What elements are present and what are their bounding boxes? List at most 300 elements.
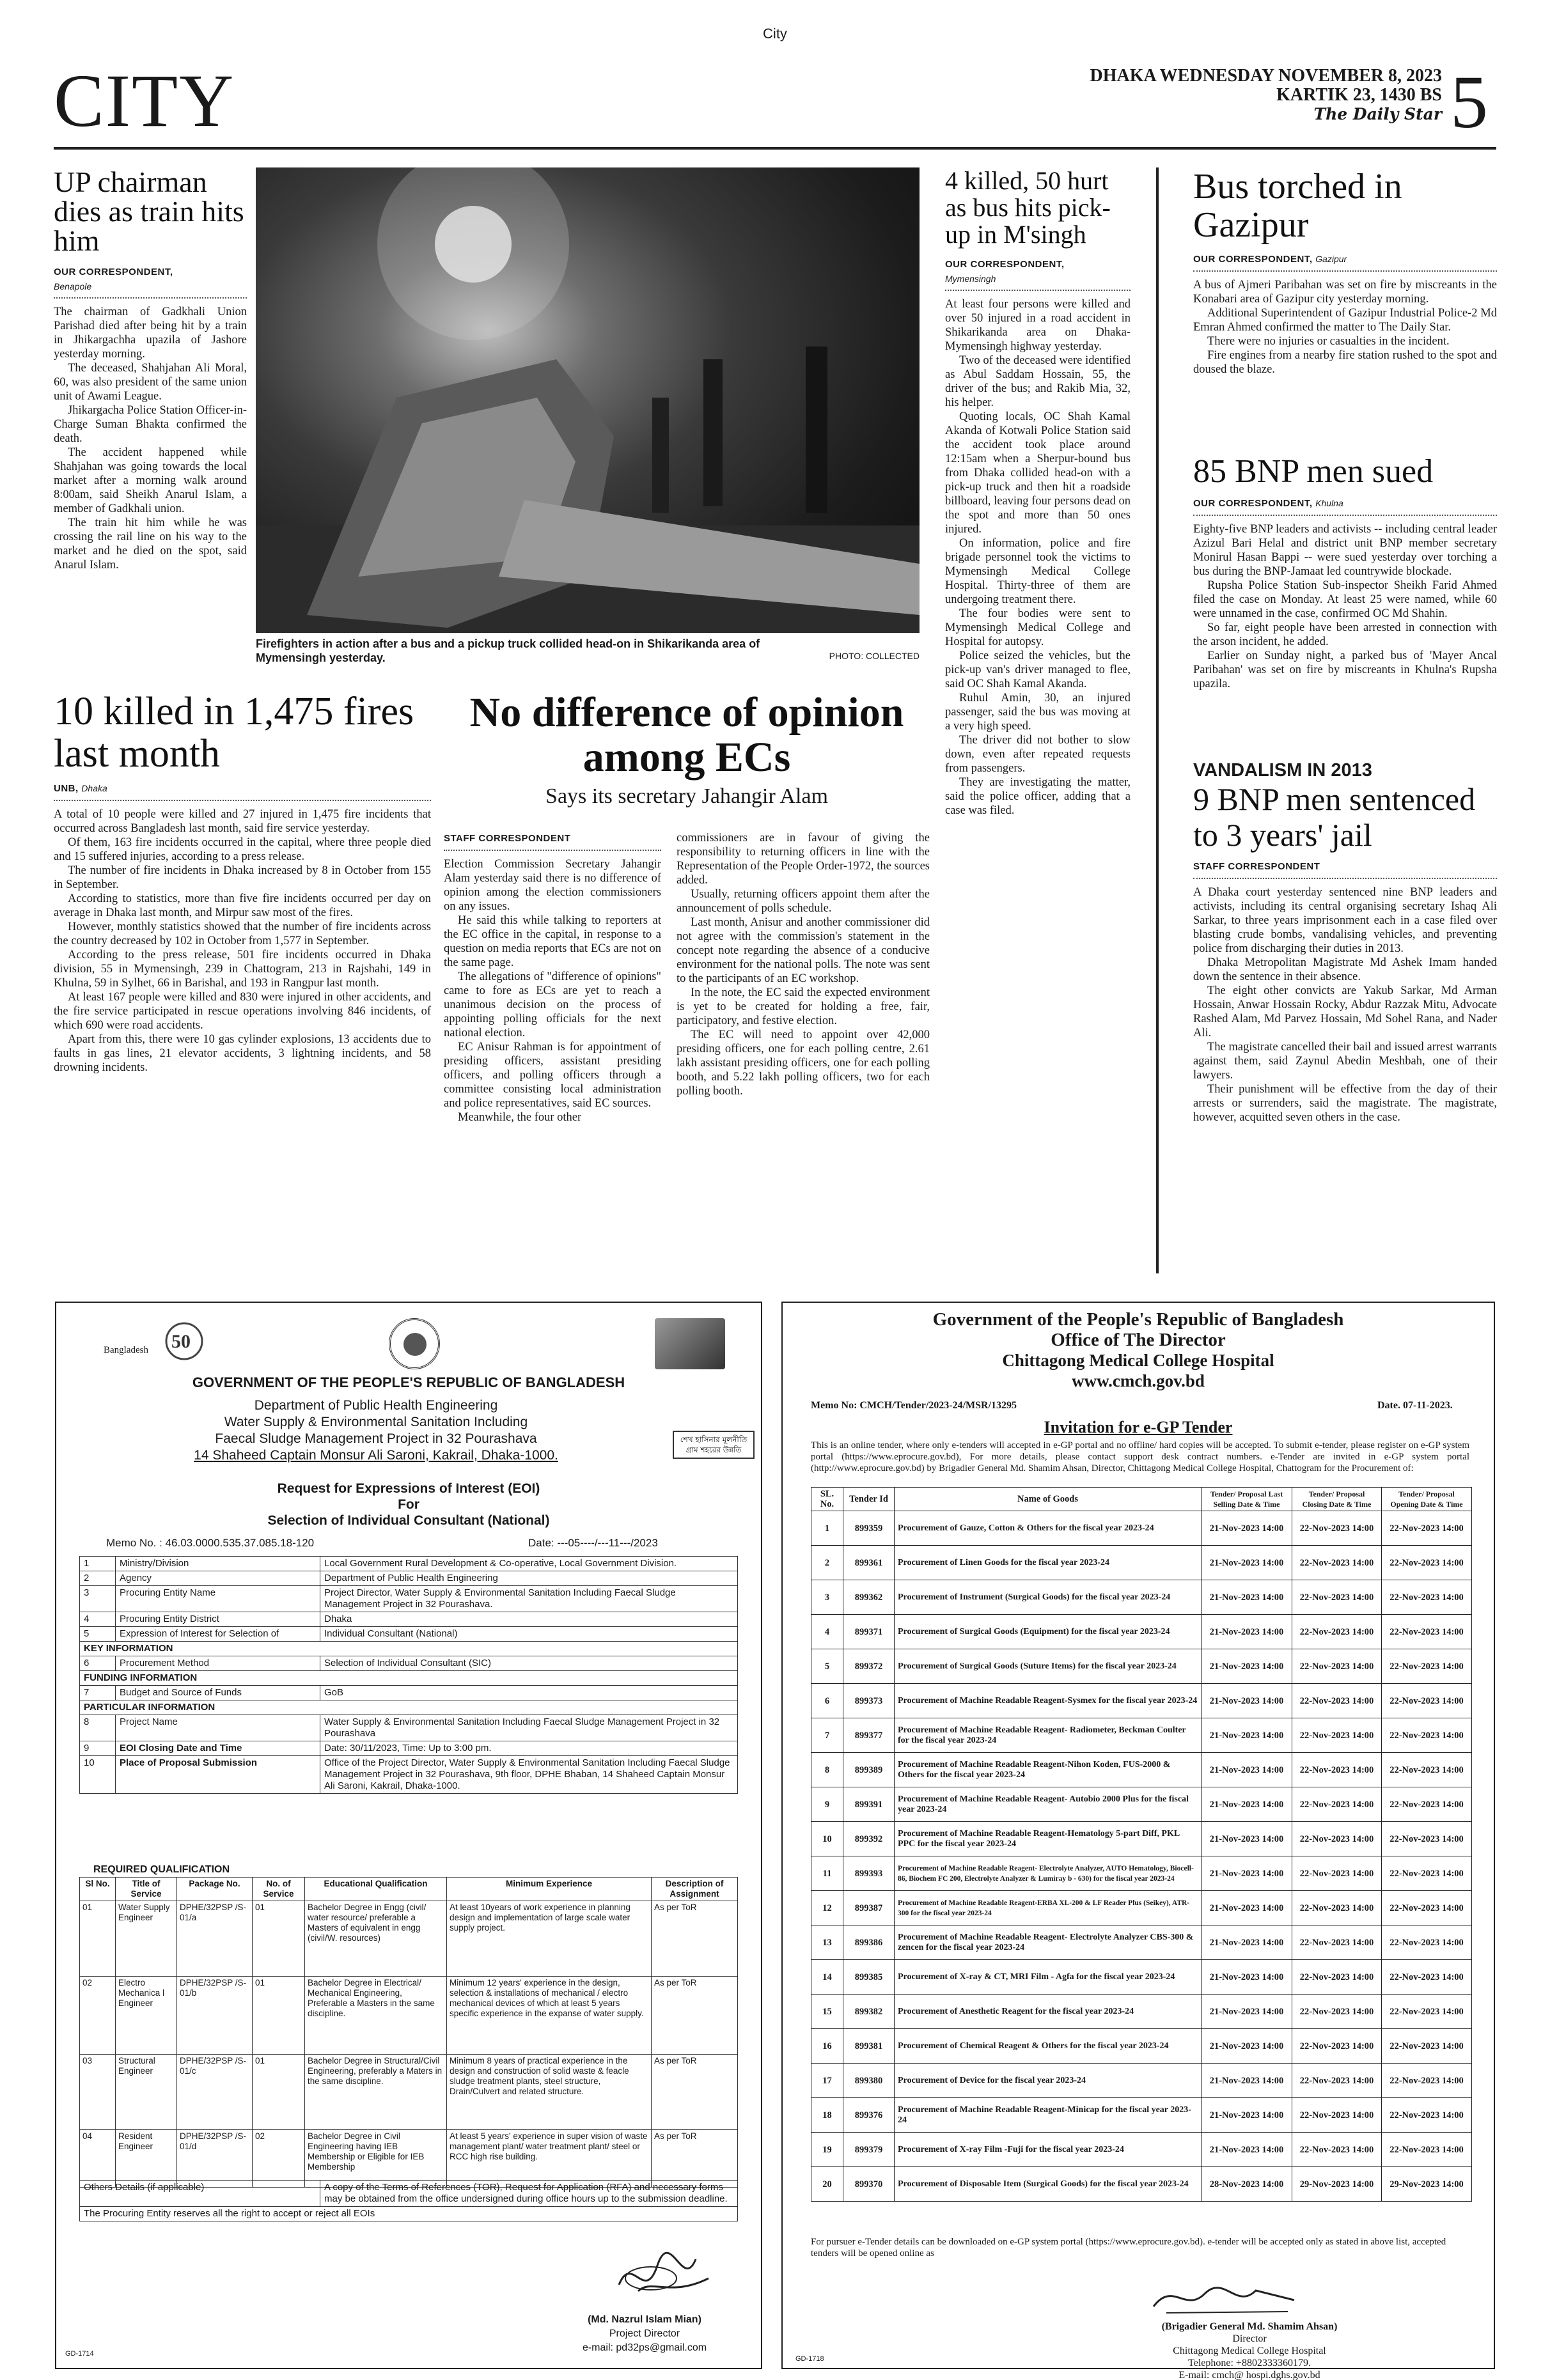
table-cell: 22-Nov-2023 14:00 — [1292, 2064, 1382, 2098]
title-line: Request for Expressions of Interest (EOI) — [277, 1481, 540, 1496]
signer-email: e-mail: pd32ps@gmail.com — [582, 2342, 707, 2353]
table-cell: At least 5 years' experience in super vision of waste management plant/ water treatment plant/ steel or RCC high rise building. — [447, 2130, 652, 2188]
section-row — [80, 1700, 738, 1715]
table-cell: 22-Nov-2023 14:00 — [1292, 1511, 1382, 1546]
slogan-box: শেখ হাসিনার মূলনীতি গ্রাম শহরের উন্নতি — [673, 1431, 755, 1459]
signer-line: E-mail: cmch@ hospi.dghs.gov.bd — [1178, 2370, 1320, 2380]
paragraph: Of them, 163 fire incidents occurred in the capital, where three people died and 15 suffered injuries, according to a press release. — [54, 836, 431, 863]
table-cell: 17 — [811, 2064, 843, 2098]
table-cell: Bachelor Degree in Structural/Civil Engineering, preferably a Maters in the same discipline. — [305, 2055, 447, 2130]
table-cell: 21-Nov-2023 14:00 — [1202, 2098, 1292, 2133]
table-cell: 6 — [811, 1684, 843, 1718]
paragraph: The deceased, Shahjahan Ali Moral, 60, was also president of the same union unit of Awami League. — [54, 362, 247, 403]
table-row — [811, 2064, 1472, 2098]
row-key: Agency — [116, 1571, 320, 1586]
paragraph: Additional Superintendent of Gazipur Industrial Police-2 Md Emran Ahmed confirmed the matter to The Daily Star. — [1193, 307, 1497, 334]
table-cell: As per ToR — [652, 1977, 738, 2055]
story-ec — [444, 690, 930, 809]
svg-text:50: 50 — [171, 1331, 191, 1352]
logo-text: Bangladesh — [104, 1345, 148, 1355]
mujib-portrait — [655, 1318, 725, 1369]
table-cell: 899372 — [843, 1649, 895, 1684]
row-value: Dhaka — [320, 1612, 738, 1627]
paragraph: The chairman of Gadkhali Union Parishad died after being hit by a train in Jhikargachha upazila of Jashore yesterday morning. — [54, 306, 247, 361]
paragraph: Quoting locals, OC Shah Kamal Akanda of Kotwali Police Station said the accident took place around 12:15am when a Sherpur-bound bus from Dhaka collided head-on with a pick-up truck and then hit a roadside billboard, leaving four persons dead on the spot and more than 50 ones injured. — [945, 410, 1131, 536]
title-line: For — [398, 1497, 419, 1512]
table-row — [80, 1756, 738, 1794]
memo-no: Memo No. : 46.03.0000.535.37.085.18-120 — [106, 1537, 315, 1549]
table-cell: 21-Nov-2023 14:00 — [1202, 1718, 1292, 1753]
table-row — [80, 1627, 738, 1642]
column-header: Title of Service — [116, 1878, 177, 1901]
section-row — [80, 1642, 738, 1656]
paragraph: Rupsha Police Station Sub-inspector Sheikh Farid Ahmed filed the case on Monday. At least 25 were named, while 60 were unnamed in the case, confirmed OC Md Shahin. — [1193, 579, 1497, 620]
byline: OUR CORRESPONDENT, — [1193, 254, 1313, 265]
divider — [1193, 878, 1497, 879]
table-row — [811, 2029, 1472, 2064]
paragraph: Their punishment will be effective from the day of their arrests or surrenders, said the magistrate. The magistrate, however, acquitted seven others in the case. — [1193, 1083, 1497, 1124]
tender-rows — [811, 1511, 1472, 2202]
table-cell: Water Supply Engineer — [116, 1901, 177, 1977]
eoi-info-table — [79, 1556, 738, 1794]
table-cell: 21-Nov-2023 14:00 — [1202, 2133, 1292, 2167]
column-header: Tender/ Proposal Closing Date & Time — [1292, 1488, 1382, 1511]
table-cell: Procurement of Surgical Goods (Suture Items) for the fiscal year 2023-24 — [895, 1649, 1202, 1684]
bangladesh-50-logo — [82, 1319, 210, 1364]
table-cell: As per ToR — [652, 1901, 738, 1977]
signature-image — [1147, 2275, 1301, 2319]
reserve-note: The Procuring Entity reserves all the right to accept or reject all EOIs — [80, 2207, 738, 2221]
paragraph: Last month, Anisur and another commissioner did not agree with the commission's statement in the concept note regarding the absence of a conducive environment for the national polls. The note was sent to the participants of an EC workshop. — [677, 916, 930, 985]
table-cell: 10 — [811, 1822, 843, 1856]
table-cell: 22-Nov-2023 14:00 — [1382, 1925, 1472, 1960]
table-cell: Procurement of Machine Readable Reagent-ERBA XL-200 & LF Reader Plus (Seikey), ATR-300 for the fiscal year 2023-24 — [895, 1891, 1202, 1925]
table-row — [80, 1715, 738, 1741]
table-cell: 22-Nov-2023 14:00 — [1382, 1684, 1472, 1718]
tender-title: Invitation for e-GP Tender — [1044, 1418, 1233, 1436]
table-cell: 02 — [80, 1977, 116, 2055]
table-row — [80, 2181, 738, 2207]
table-cell: 899391 — [843, 1787, 895, 1822]
gov-title: GOVERNMENT OF THE PEOPLE'S REPUBLIC OF BANGLADESH — [192, 1374, 625, 1390]
divider — [945, 290, 1131, 291]
table-row — [811, 1925, 1472, 1960]
table-row — [80, 1586, 738, 1612]
table-row — [811, 1718, 1472, 1753]
table-row — [80, 1741, 738, 1756]
table-cell: 15 — [811, 1995, 843, 2029]
signer-block — [1026, 2321, 1473, 2380]
column-header: Tender/ Proposal Opening Date & Time — [1382, 1488, 1472, 1511]
table-row — [80, 2130, 738, 2188]
table-cell: Procurement of Surgical Goods (Equipment) for the fiscal year 2023-24 — [895, 1615, 1202, 1649]
table-cell: Procurement of Linen Goods for the fiscal year 2023-24 — [895, 1546, 1202, 1580]
row-num: 5 — [80, 1627, 116, 1642]
row-num: 2 — [80, 1571, 116, 1586]
headline: Bus torched in Gazipur — [1193, 167, 1402, 245]
running-head: City — [763, 26, 787, 42]
dateline — [1023, 66, 1442, 124]
table-cell: 01 — [253, 1977, 305, 2055]
office-title: Office of The Director — [1051, 1330, 1226, 1350]
table-cell: 22-Nov-2023 14:00 — [1292, 1718, 1382, 1753]
paragraph: Ruhul Amin, 30, an injured passenger, said the bus was moving at a very high speed. — [945, 692, 1131, 733]
table-cell: 12 — [811, 1891, 843, 1925]
row-key: EOI Closing Date and Time — [116, 1741, 320, 1756]
row-value: A copy of the Terms of References (TOR), Request for Application (RFA) and necessary forms may be obtained from the office undersigned during office hours up to the submission deadline. — [320, 2181, 738, 2207]
table-cell: 899371 — [843, 1615, 895, 1649]
table-cell: 899387 — [843, 1891, 895, 1925]
headline: UP chairman dies as train hits him — [54, 166, 244, 257]
story-ec-col1 — [444, 831, 661, 1124]
paragraph: The accident happened while Shahjahan was going towards the local market after a morning walk around 8:00am, said Sheikh Anarul Islam, a member of Gadkhali union. — [54, 446, 247, 515]
table-row — [811, 1684, 1472, 1718]
row-value: Office of the Project Director, Water Supply & Environmental Sanitation Including Faecal Sludge Management Project in 32 Pourashava, 9th floor, DPHE Bhaban, 14 Shaheed Captain Monsur Ali Saroni, Kakrail, Dhaka-1000. — [320, 1756, 738, 1794]
table-cell: 21-Nov-2023 14:00 — [1202, 1787, 1292, 1822]
divider — [54, 297, 247, 299]
dept-address: 14 Shaheed Captain Monsur Ali Saroni, Kakrail, Dhaka-1000. — [194, 1448, 558, 1463]
table-row — [811, 1822, 1472, 1856]
tender-intro: This is an online tender, where only e-tenders will accepted in e-GP portal and no offline/ hard copies will be accepted. To submit e-tender, please register on e-GP system portal (https://www.eprocure.gov.bd), For more details, please contact support desk contract numbers. e-Tender are invited in e-GP system portal (http://www.eprocure.gov.bd) by Brigadier General Md. Shamim Ahsan, Director, Chittagong Medical College Hospital, Chattogram for the Procurement of: — [811, 1440, 1469, 1474]
table-cell: 899362 — [843, 1580, 895, 1615]
dateline-place: Gazipur — [1315, 254, 1347, 264]
table-cell: Minimum 12 years' experience in the design, selection & installations of mechanical / electro mechanical devices of which at least 5 years specific experience in the expanse of water supply. — [447, 1977, 652, 2055]
table-cell: 21-Nov-2023 14:00 — [1202, 1546, 1292, 1580]
table-cell: 899373 — [843, 1684, 895, 1718]
byline: STAFF CORRESPONDENT — [444, 833, 571, 844]
table-cell: 21-Nov-2023 14:00 — [1202, 1960, 1292, 1995]
table-cell: 899370 — [843, 2167, 895, 2202]
paragraph: According to statistics, more than five fire incidents occurred per day on average in Dhaka last month, and Mirpur saw most of the fires. — [54, 892, 431, 919]
table-cell: 899376 — [843, 2098, 895, 2133]
paragraph: The train hit him while he was crossing the rail line on his way to the market and he died on the spot, said Anarul Islam. — [54, 517, 247, 572]
row-key: Project Name — [116, 1715, 320, 1741]
table-cell: 22-Nov-2023 14:00 — [1292, 1822, 1382, 1856]
divider — [1193, 515, 1497, 516]
paragraph: Meanwhile, the four other — [458, 1111, 582, 1124]
table-cell: Procurement of X-ray & CT, MRI Film - Agfa for the fiscal year 2023-24 — [895, 1960, 1202, 1995]
table-cell: 01 — [253, 1901, 305, 1977]
signer-name: (Md. Nazrul Islam Mian) — [588, 2314, 701, 2325]
row-value: Water Supply & Environmental Sanitation Including Faecal Sludge Management Project in 32 Pourashava — [320, 1715, 738, 1741]
signature-scribble — [1147, 2275, 1301, 2319]
tender-table — [811, 1487, 1472, 2202]
column-header: SL. No. — [811, 1488, 843, 1511]
paragraph: On information, police and fire brigade personnel took the victims to Mymensingh Medical College Hospital. Thirty-three of them are undergoing treatment there. — [945, 537, 1131, 606]
row-num: 4 — [80, 1612, 116, 1627]
table-cell: 22-Nov-2023 14:00 — [1292, 1753, 1382, 1787]
accident-photo — [256, 167, 920, 633]
table-cell: Procurement of Device for the fiscal year 2023-24 — [895, 2064, 1202, 2098]
paragraph: Fire engines from a nearby fire station rushed to the spot and doused the blaze. — [1193, 349, 1497, 376]
table-cell: 21-Nov-2023 14:00 — [1202, 1995, 1292, 2029]
signer-name: (Brigadier General Md. Shamim Ahsan) — [1161, 2321, 1338, 2332]
table-cell: 22-Nov-2023 14:00 — [1292, 1787, 1382, 1822]
signer-title: Project Director — [609, 2328, 680, 2339]
story-bus-torched — [1193, 167, 1497, 377]
divider — [54, 800, 431, 801]
row-key: Place of Proposal Submission — [116, 1756, 320, 1794]
photo-scene — [256, 167, 920, 633]
row-value: Project Director, Water Supply & Environmental Sanitation Including Faecal Sludge Management Project in 32 Pourashava. — [320, 1586, 738, 1612]
paragraph: The EC will need to appoint over 42,000 presiding officers, one for each polling centre, 2.61 lakh assistant presiding officers, one for each polling booth, and 5.22 lakh polling officers, two for each polling booth. — [677, 1029, 930, 1098]
table-cell: 22-Nov-2023 14:00 — [1292, 1856, 1382, 1891]
table-row — [811, 1787, 1472, 1822]
paragraph: EC Anisur Rahman is for appointment of presiding officers, assistant presiding officers, and polling officers through a committee consisting local administration and police representatives, said EC sources. — [444, 1041, 661, 1110]
dateline-place: Mymensingh — [945, 274, 996, 284]
table-row — [811, 1995, 1472, 2029]
table-cell: Procurement of Machine Readable Reagent-Nihon Koden, FUS-2000 & Others for the fiscal year 2023-24 — [895, 1753, 1202, 1787]
kicker: VANDALISM IN 2013 — [1193, 760, 1372, 781]
table-cell: At least 10years of work experience in planning design and implementation of large scale water supply project. — [447, 1901, 652, 1977]
paragraph: Election Commission Secretary Jahangir Alam yesterday said there is no difference of opinion among the election commissioners on any issues. — [444, 858, 661, 913]
table-cell: As per ToR — [652, 2130, 738, 2188]
table-row — [811, 1960, 1472, 1995]
table-cell: 899361 — [843, 1546, 895, 1580]
table-cell: Procurement of Machine Readable Reagent- Autobio 2000 Plus for the fiscal year 2023-24 — [895, 1787, 1202, 1822]
divider — [1193, 270, 1497, 272]
divider — [444, 850, 661, 851]
row-num: 3 — [80, 1586, 116, 1612]
paragraph: commissioners are in favour of giving the responsibility to returning officers in line with the Representation of the People Order-1972, the sources added. — [677, 832, 930, 887]
table-cell: 21-Nov-2023 14:00 — [1202, 1891, 1292, 1925]
table-cell: 22-Nov-2023 14:00 — [1382, 2029, 1472, 2064]
table-cell: As per ToR — [652, 2055, 738, 2130]
website: www.cmch.gov.bd — [1072, 1371, 1205, 1390]
table-cell: 22-Nov-2023 14:00 — [1382, 1960, 1472, 1995]
table-cell: Minimum 8 years of practical experience in the design and construction of solid waste & feacle sludge treatment plants, steel structure, Drain/Culvert and related structure. — [447, 2055, 652, 2130]
row-value: GoB — [320, 1686, 738, 1700]
headline: 10 killed in 1,475 fires last month — [54, 690, 414, 775]
paragraph: They are investigating the matter, said the police officer, adding that a case was filed. — [945, 776, 1131, 817]
headline: 4 killed, 50 hurt as bus hits pick-up in M'singh — [945, 166, 1111, 249]
story-bnp-sentenced — [1193, 759, 1497, 1124]
row-num: 10 — [80, 1756, 116, 1794]
dateline-bs: KARTIK 23, 1430 BS — [1276, 85, 1442, 105]
column-rule — [1156, 167, 1159, 1273]
table-cell: Procurement of Machine Readable Reagent- Radiometer, Beckman Coulter for the fiscal year 2023-24 — [895, 1718, 1202, 1753]
photo-credit: PHOTO: COLLECTED — [829, 651, 920, 661]
row-key: Procuring Entity District — [116, 1612, 320, 1627]
table-cell: DPHE/32PSP /S-01/d — [177, 2130, 253, 2188]
memo-date: Date. 07-11-2023. — [1377, 1400, 1453, 1411]
row-value: Local Government Rural Development & Co-operative, Local Government Division. — [320, 1557, 738, 1571]
row-value: Department of Public Health Engineering — [320, 1571, 738, 1586]
table-cell: 9 — [811, 1787, 843, 1822]
table-cell: 22-Nov-2023 14:00 — [1292, 1891, 1382, 1925]
row-num: 9 — [80, 1741, 116, 1756]
government-seal — [389, 1318, 440, 1369]
paragraph: A total of 10 people were killed and 27 injured in 1,475 fire incidents that occurred across Bangladesh last month, said fire service yesterday. — [54, 808, 431, 835]
row-key: Others Details (if applicable) — [80, 2181, 320, 2207]
table-cell: 22-Nov-2023 14:00 — [1382, 1856, 1472, 1891]
table-cell: 29-Nov-2023 14:00 — [1382, 2167, 1472, 2202]
signer-block — [542, 2313, 747, 2355]
table-cell: Procurement of Machine Readable Reagent-Hematology 5-part Diff, PKL PPC for the fiscal year 2023-24 — [895, 1822, 1202, 1856]
table-cell: Procurement of Gauze, Cotton & Others for the fiscal year 2023-24 — [895, 1511, 1202, 1546]
table-cell: 22-Nov-2023 14:00 — [1382, 1511, 1472, 1546]
table-cell: 20 — [811, 2167, 843, 2202]
qualification-table — [79, 1877, 738, 2188]
table-cell: 22-Nov-2023 14:00 — [1382, 1649, 1472, 1684]
table-cell: 22-Nov-2023 14:00 — [1382, 1580, 1472, 1615]
table-cell: 1 — [811, 1511, 843, 1546]
story-ec-col2 — [677, 831, 930, 1098]
table-cell: Structural Engineer — [116, 2055, 177, 2130]
signer-line: Telephone: +8802333360179. — [1188, 2358, 1311, 2368]
table-cell: 22-Nov-2023 14:00 — [1292, 2098, 1382, 2133]
table-cell: 899389 — [843, 1753, 895, 1787]
paragraph: There were no injuries or casualties in the incident. — [1207, 335, 1450, 348]
paper-logo: The Daily Star — [1313, 105, 1442, 123]
dept-line: Department of Public Health Engineering — [254, 1398, 498, 1413]
paragraph: Eighty-five BNP leaders and activists -- including central leader Azizul Bari Helal and district unit BNP member secretary Monirul Hasan Bappi -- were sued yesterday over torching a bus during the BNP-Jamaat led countrywide blockade. — [1193, 523, 1497, 578]
section-label: KEY INFORMATION — [80, 1642, 738, 1656]
table-cell: 01 — [80, 1901, 116, 1977]
table-row — [80, 2207, 738, 2221]
table-cell: Resident Engineer — [116, 2130, 177, 2188]
table-cell: 5 — [811, 1649, 843, 1684]
column-header: Minimum Experience — [447, 1878, 652, 1901]
story-fires — [54, 690, 431, 1075]
row-num: 6 — [80, 1656, 116, 1671]
row-value: Individual Consultant (National) — [320, 1627, 738, 1642]
table-cell: 899359 — [843, 1511, 895, 1546]
paragraph: Apart from this, there were 10 gas cylinder explosions, 13 accidents due to faults in gas lines, 21 elevator accidents, 3 lightning incidents, and 58 drowning incidents. — [54, 1033, 431, 1074]
ad-code: GD-1714 — [65, 2350, 94, 2358]
table-cell: 13 — [811, 1925, 843, 1960]
paragraph: The allegations of "difference of opinions" came to fore as ECs are yet to reach a unanimous decision on the process of appointing polling officials for the next national election. — [444, 970, 661, 1039]
column-header: Name of Goods — [895, 1488, 1202, 1511]
table-cell: 899393 — [843, 1856, 895, 1891]
signature-scribble — [613, 2240, 715, 2310]
dept-line: Faecal Sludge Management Project in 32 Pourashava — [215, 1431, 537, 1446]
table-cell: 899382 — [843, 1995, 895, 2029]
page-number: 5 — [1450, 60, 1488, 144]
paragraph: Earlier on Sunday night, a parked bus of 'Mayer Ancal Paribahan' was set on fire by miscreants in Khulna's Rupsha upazila. — [1193, 649, 1497, 690]
dateline-place: Dhaka — [81, 783, 107, 793]
table-row — [811, 1753, 1472, 1787]
row-key: Expression of Interest for Selection of — [116, 1627, 320, 1642]
column-header: Educational Qualification — [305, 1878, 447, 1901]
table-row — [811, 1856, 1472, 1891]
row-key: Ministry/Division — [116, 1557, 320, 1571]
table-cell: 11 — [811, 1856, 843, 1891]
ad-code: GD-1718 — [795, 2355, 824, 2363]
signer-line: Director — [1232, 2333, 1267, 2344]
section-label: PARTICULAR INFORMATION — [80, 1700, 738, 1715]
table-cell: Procurement of Instrument (Surgical Goods) for the fiscal year 2023-24 — [895, 1580, 1202, 1615]
table-cell: 04 — [80, 2130, 116, 2188]
table-cell: 899379 — [843, 2133, 895, 2167]
table-cell: 899380 — [843, 2064, 895, 2098]
paragraph: A Dhaka court yesterday sentenced nine BNP leaders and activists, including its central organising secretary Ishaq Ali Sarkar, to three years imprisonment each in a case filed over blasting crude bombs, vandalising vehicles, and preventing police from discharging their duties in 2013. — [1193, 886, 1497, 955]
table-row — [811, 2167, 1472, 2202]
department-block — [120, 1397, 632, 1464]
table-cell: 21-Nov-2023 14:00 — [1202, 1925, 1292, 1960]
table-cell: 28-Nov-2023 14:00 — [1202, 2167, 1292, 2202]
table-row — [811, 1546, 1472, 1580]
table-cell: 22-Nov-2023 14:00 — [1382, 2098, 1472, 2133]
logo-graphic — [82, 1319, 210, 1364]
table-row — [80, 1612, 738, 1627]
table-cell: 22-Nov-2023 14:00 — [1292, 1649, 1382, 1684]
section-title: CITY — [54, 59, 235, 143]
table-cell: 22-Nov-2023 14:00 — [1292, 1960, 1382, 1995]
photo-caption: Firefighters in action after a bus and a pickup truck collided head-on in Shikarikanda area of Mymensingh yesterday. — [256, 637, 760, 664]
table-cell: Procurement of Chemical Reagent & Others for the fiscal year 2023-24 — [895, 2029, 1202, 2064]
paragraph: A bus of Ajmeri Paribahan was set on fire by miscreants in the Konabari area of Gazipur city yesterday morning. — [1193, 279, 1497, 306]
table-cell: 18 — [811, 2098, 843, 2133]
table-cell: 22-Nov-2023 14:00 — [1382, 1787, 1472, 1822]
table-cell: 22-Nov-2023 14:00 — [1292, 1925, 1382, 1960]
table-header-row — [80, 1878, 738, 1901]
table-cell: Procurement of Anesthetic Reagent for the fiscal year 2023-24 — [895, 1995, 1202, 2029]
table-cell: 21-Nov-2023 14:00 — [1202, 1511, 1292, 1546]
table-cell: 22-Nov-2023 14:00 — [1292, 1580, 1382, 1615]
table-cell: 4 — [811, 1615, 843, 1649]
table-cell: 3 — [811, 1580, 843, 1615]
table-cell: Procurement of Disposable Item (Surgical Goods) for the fiscal year 2023-24 — [895, 2167, 1202, 2202]
table-cell: 22-Nov-2023 14:00 — [1292, 1615, 1382, 1649]
headline: 9 BNP men sentenced to 3 years' jail — [1193, 781, 1476, 853]
table-row — [811, 1891, 1472, 1925]
paragraph: The driver did not bother to slow down, even after repeated requests from passengers. — [945, 734, 1131, 775]
table-cell: 8 — [811, 1753, 843, 1787]
table-cell: Procurement of Machine Readable Reagent- Electrolyte Analyzer, AUTO Hematology, Biocell-86, Biochem FC 200, Electrolyte Analyzer & Lumiray b - 630) for the fiscal year 2023-24 — [895, 1856, 1202, 1891]
table-row — [80, 1571, 738, 1586]
row-num: 8 — [80, 1715, 116, 1741]
table-cell: 899377 — [843, 1718, 895, 1753]
paragraph: At least 167 people were killed and 830 were injured in other accidents, and the fire service participated in rescue operations involving 846 incidents, of which 690 were road accidents. — [54, 991, 431, 1032]
table-cell: 22-Nov-2023 14:00 — [1292, 1684, 1382, 1718]
row-key: Budget and Source of Funds — [116, 1686, 320, 1700]
table-cell: Procurement of X-ray Film -Fuji for the fiscal year 2023-24 — [895, 2133, 1202, 2167]
table-cell: 22-Nov-2023 14:00 — [1292, 2029, 1382, 2064]
tender-advert — [781, 1302, 1495, 2380]
table-cell: 2 — [811, 1546, 843, 1580]
table-cell: 21-Nov-2023 14:00 — [1202, 1580, 1292, 1615]
table-cell: Bachelor Degree in Electrical/ Mechanical Engineering, Preferable a Masters in the same discipline. — [305, 1977, 447, 2055]
story-bnp-sued — [1193, 454, 1497, 691]
table-cell: 7 — [811, 1718, 843, 1753]
table-row — [811, 1649, 1472, 1684]
column-header: Package No. — [177, 1878, 253, 1901]
row-key: Procuring Entity Name — [116, 1586, 320, 1612]
paragraph: However, monthly statistics showed that the number of fire incidents across the country decreased by 102 in October from 1,577 in September. — [54, 921, 431, 947]
row-value: Date: 30/11/2023, Time: Up to 3:00 pm. — [320, 1741, 738, 1756]
req-qual-title: REQUIRED QUALIFICATION — [93, 1864, 230, 1875]
table-cell: Procurement of Machine Readable Reagent- Electrolyte Analyzer CBS-300 & zencen for the fiscal year 2023-24 — [895, 1925, 1202, 1960]
table-row — [80, 1901, 738, 1977]
table-cell: 22-Nov-2023 14:00 — [1292, 1995, 1382, 2029]
table-cell: Bachelor Degree in Engg (civil/ water resource/ preferable a Masters of equivalent in engg (civil/W. resources) — [305, 1901, 447, 1977]
table-cell: Procurement of Machine Readable Reagent-Minicap for the fiscal year 2023-24 — [895, 2098, 1202, 2133]
byline: UNB, — [54, 783, 79, 794]
table-header-row — [811, 1488, 1472, 1511]
table-cell: 22-Nov-2023 14:00 — [1382, 1615, 1472, 1649]
title-line: Selection of Individual Consultant (National) — [267, 1513, 550, 1528]
dateline-place: Benapole — [54, 281, 92, 292]
paragraph: The number of fire incidents in Dhaka increased by 8 in October from 155 in September. — [54, 864, 431, 891]
column-header: Description of Assignment — [652, 1878, 738, 1901]
signature-image — [613, 2240, 715, 2310]
paragraph: So far, eight people have been arrested in connection with the arson incident, he added. — [1193, 621, 1497, 648]
table-cell: 21-Nov-2023 14:00 — [1202, 1649, 1292, 1684]
table-cell: 29-Nov-2023 14:00 — [1292, 2167, 1382, 2202]
byline: STAFF CORRESPONDENT — [1193, 861, 1320, 872]
paragraph: According to the press release, 501 fire incidents occurred in Dhaka division, 55 in Mymensingh, 239 in Chattogram, 213 in Rajshahi, 149 in Khulna, 59 in Sylhet, 66 in Barishal, and 193 in Rangpur last month. — [54, 949, 431, 990]
